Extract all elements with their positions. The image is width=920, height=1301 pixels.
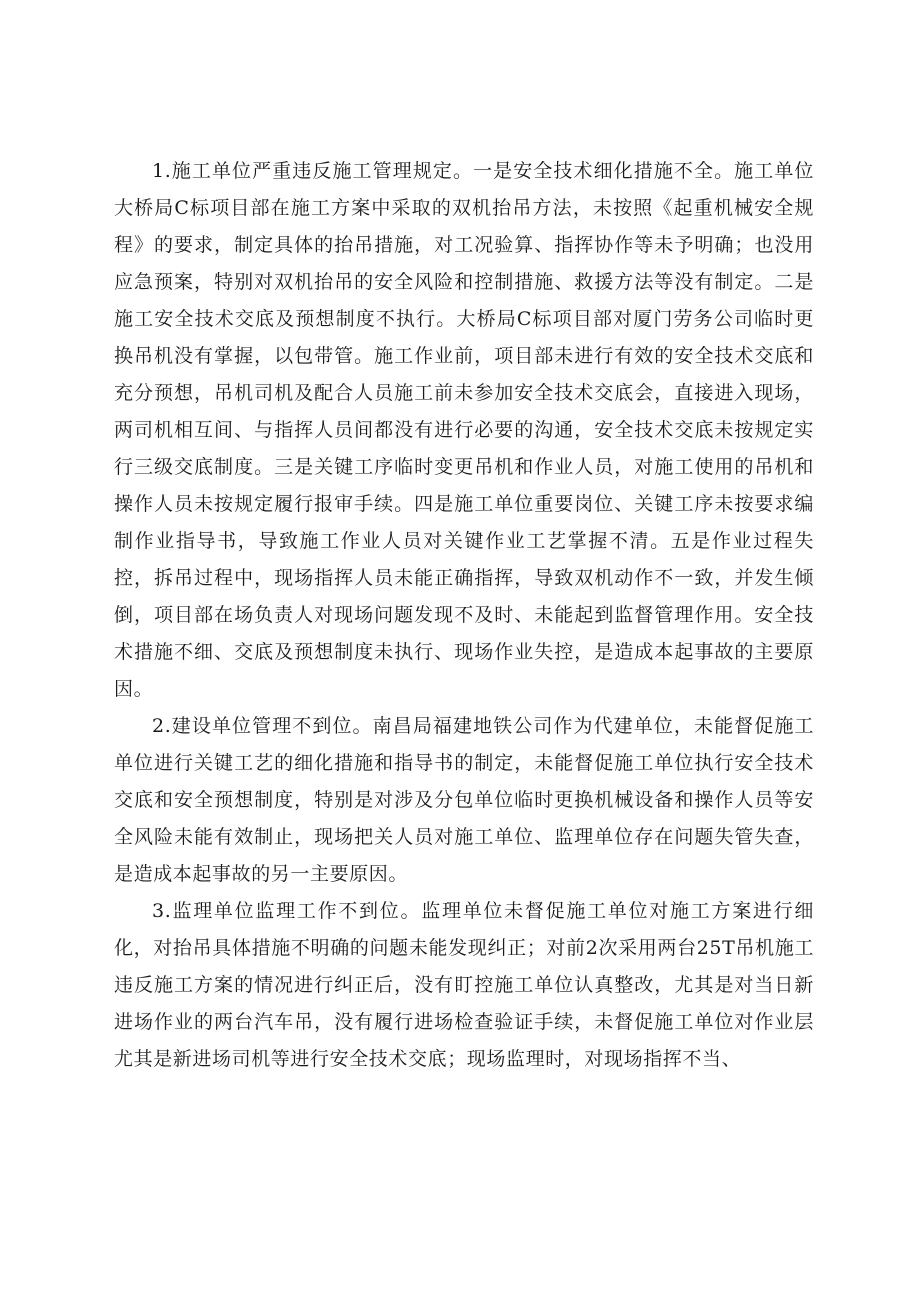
- paragraph-1: 1.施工单位严重违反施工管理规定。一是安全技术细化措施不全。施工单位大桥局C标项目部在施工方案中采取的双机抬吊方法，未按照《起重机械安全规程》的要求，制定具体的抬吊措施，对工况验算、指挥协作等未予明确；也没用应急预案，特别对双机抬吊的安全风险和控制措施、救援方法等没有制定。二是施工安全技术交底及预想制度不执行。大桥局C标项目部对厦门劳务公司临时更换吊机没有掌握，以包带管。施工作业前，项目部未进行有效的安全技术交底和充分预想，吊机司机及配合人员施工前未参加安全技术交底会，直接进入现场，两司机相互间、与指挥人员间都没有进行必要的沟通，安全技术交底未按规定实行三级交底制度。三是关键工序临时变更吊机和作业人员，对施工使用的吊机和操作人员未按规定履行报审手续。四是施工单位重要岗位、关键工序未按要求编制作业指导书，导致施工作业人员对关键作业工艺掌握不清。五是作业过程失控，拆吊过程中，现场指挥人员未能正确指挥，导致双机动作不一致，并发生倾倒，项目部在场负责人对现场问题发现不及时、未能起到监督管理作用。安全技术措施不细、交底及预想制度未执行、现场作业失控，是造成本起事故的主要原因。: [114, 160, 814, 700]
- document-body: [114, 153, 814, 1078]
- paragraph-3: 3.监理单位监理工作不到位。监理单位未督促施工单位对施工方案进行细化，对抬吊具体措施不明确的问题未能发现纠正；对前2次采用两台25T吊机施工违反施工方案的情况进行纠正后，没有盯控施工单位认真整改，尤其是对当日新进场作业的两台汽车吊，没有履行进场检查验证手续，未督促施工单位对作业层尤其是新进场司机等进行安全技术交底；现场监理时，对现场指挥不当、: [114, 900, 814, 1070]
- paragraph-2: 2.建设单位管理不到位。南昌局福建地铁公司作为代建单位，未能督促施工单位进行关键工艺的细化措施和指导书的制定，未能督促施工单位执行安全技术交底和安全预想制度，特别是对涉及分包单位临时更换机械设备和操作人员等安全风险未能有效制止，现场把关人员对施工单位、监理单位存在问题失管失查，是造成本起事故的另一主要原因。: [114, 715, 814, 885]
